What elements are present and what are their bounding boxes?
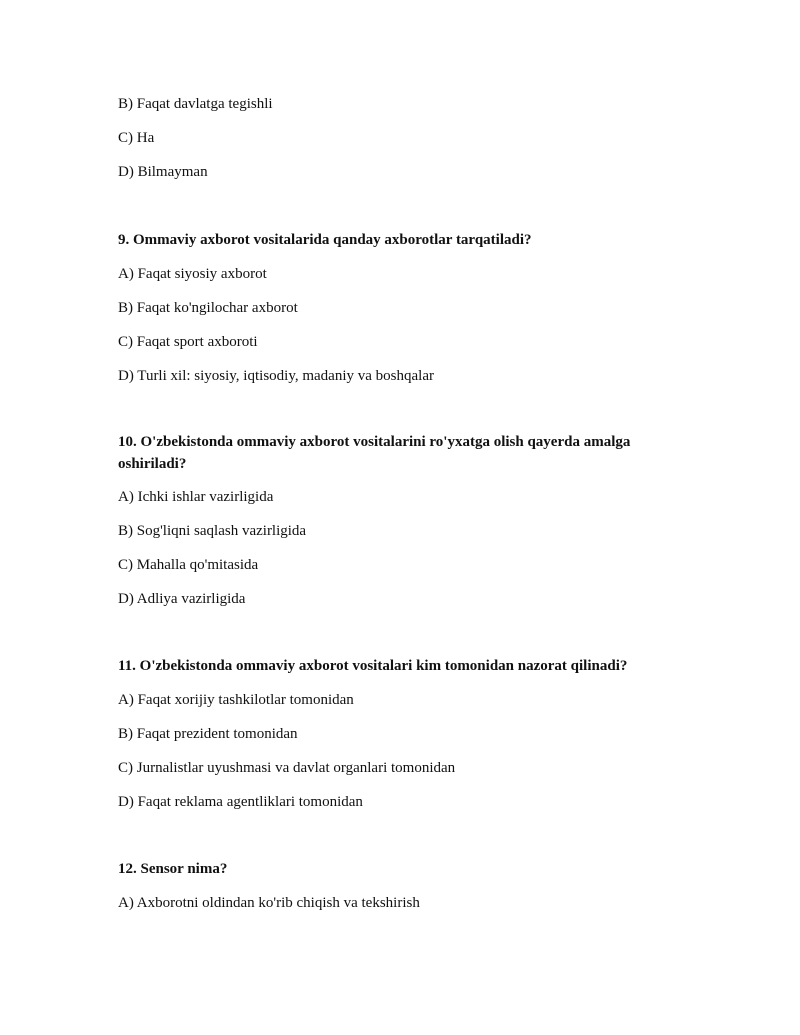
- answer-option: B) Sog'liqni saqlash vazirligida: [118, 523, 307, 539]
- answer-option: B) Faqat prezident tomonidan: [118, 726, 298, 742]
- answer-option: A) Faqat siyosiy axborot: [118, 266, 267, 282]
- answer-option: B) Faqat ko'ngilochar axborot: [118, 300, 298, 316]
- answer-option: A) Ichki ishlar vazirligida: [118, 489, 274, 505]
- answer-option: D) Adliya vazirligida: [118, 591, 246, 607]
- answer-option: D) Bilmayman: [118, 164, 208, 180]
- answer-option: A) Axborotni oldindan ko'rib chiqish va tekshirish: [118, 895, 420, 911]
- answer-option: D) Turli xil: siyosiy, iqtisodiy, madaniy va boshqalar: [118, 368, 434, 384]
- question-11: 11. O'zbekistonda ommaviy axborot vositalari kim tomonidan nazorat qilinadi?: [118, 658, 628, 674]
- question-9: 9. Ommaviy axborot vositalarida qanday axborotlar tarqatiladi?: [118, 232, 532, 248]
- question-10: 10. O'zbekistonda ommaviy axborot vositalarini ro'yxatga olish qayerda amalga oshiriladi?: [118, 434, 631, 472]
- answer-option: B) Faqat davlatga tegishli: [118, 96, 273, 112]
- answer-option: A) Faqat xorijiy tashkilotlar tomonidan: [118, 692, 354, 708]
- answer-option: D) Faqat reklama agentliklari tomonidan: [118, 794, 363, 810]
- answer-option: C) Ha: [118, 130, 155, 146]
- answer-option: C) Jurnalistlar uyushmasi va davlat organlari tomonidan: [118, 760, 456, 776]
- answer-option: C) Mahalla qo'mitasida: [118, 557, 259, 573]
- answer-option: C) Faqat sport axboroti: [118, 334, 258, 350]
- question-12: 12. Sensor nima?: [118, 861, 228, 877]
